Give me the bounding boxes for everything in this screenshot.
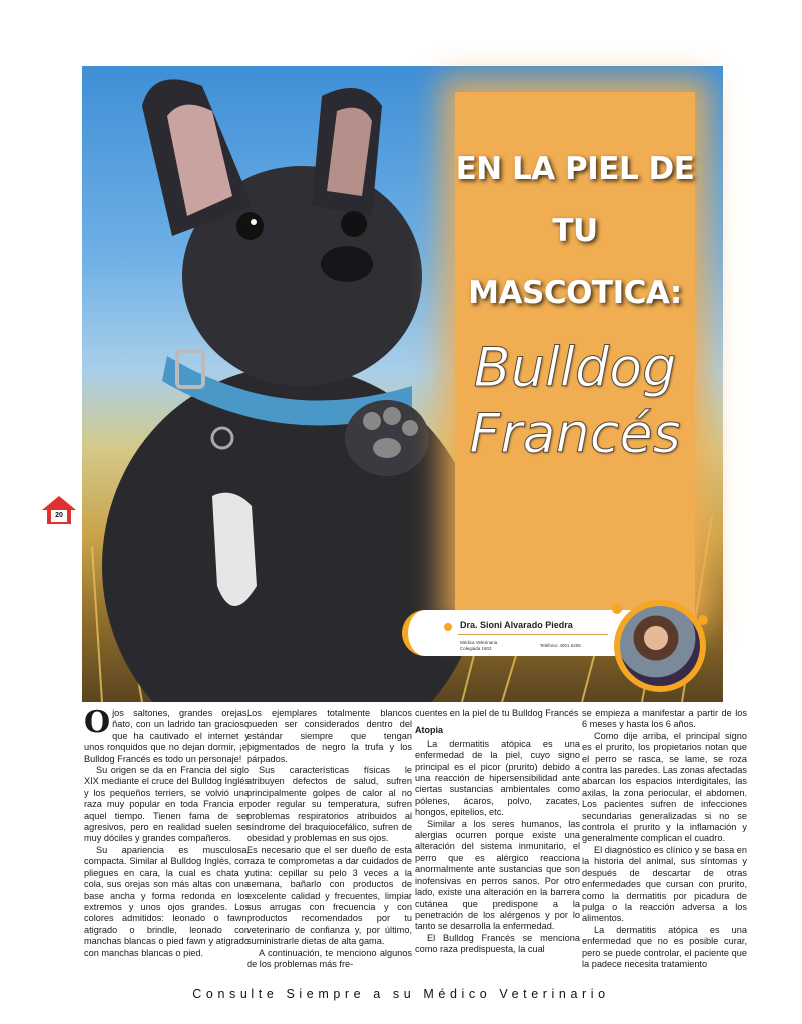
paragraph: Su apariencia es musculosa, compacta. Similar al Bulldog Inglés, con pliegues en cara, la cual es chata y cola, sus orejas son más altas con una base ancha y forma redonda en los extremos y unos ojos grandes. Los colores admitidos: leonado o fawn, atigrado o brindle, leonado con manchas blancas o pied fawn y atigrado con manchas blancas o pied. <box>84 844 249 958</box>
breed-title-line-2: Francés <box>469 402 681 465</box>
column-3 <box>415 708 580 956</box>
decor-dot <box>698 615 708 625</box>
paragraph: se empieza a manifestar a partir de los 6 meses y hasta los 6 años. <box>582 708 747 730</box>
column-2 <box>247 708 412 970</box>
paragraph: Es necesario que el ser dueño de esta raza te comprometas a dar cuidados de rutina: cepillar su pelo 3 veces a la semana, bañarlo con productos de excelente calidad y frecuentes, limpiar sus arrugas con frecuencia y con productos recomendados por tu veterinario de confianza y, por último, suministrarle dietas de alta gama. <box>247 844 412 947</box>
intro-paragraph <box>84 705 249 765</box>
paragraph: La dermatitis atópica es una enfermedad que no es posible curar, pero se puede controlar, el paciente que la padece necesita tratamiento <box>582 924 747 969</box>
drop-cap: O <box>84 705 111 740</box>
headline-line-2: TU MASCOTICA: <box>468 213 682 311</box>
breed-title <box>450 335 700 467</box>
author-bullet <box>444 623 452 631</box>
author-divider <box>458 634 608 635</box>
paragraph: Su origen se da en Francia del siglo XIX mediante el cruce del Bulldog Inglés y los pequeños terriers, se volvió una raza muy popular en toda Francia en aquel tiempo. Tienen fama de ser agresivos, pero en realidad suelen ser muy dóciles y grandes compañeros. <box>84 765 249 844</box>
author-role: Médica Veterinaria <box>460 640 498 645</box>
paragraph: El Bulldog Francés se menciona como raza predispuesta, la cual <box>415 932 580 955</box>
footer-tagline: Consulte Siempre a su Médico Veterinario <box>192 987 610 1001</box>
paragraph: El diagnóstico es clínico y se basa en la historia del animal, sus síntomas y después de descartar de otras enfermedades que cursan con prurito, como la dermatitis por picadura de pulga o la reacción adversa a los alimentos. <box>582 844 747 924</box>
headline-line-1: EN LA PIEL DE <box>455 151 695 187</box>
page-number: 20 <box>55 512 63 519</box>
paragraph-text: jos saltones, grandes orejas, ñato, con un ladrido tan gracioso que ha cautivado el internet y unos ronquidos que no dejan dormir, ¡el Bulldog Francés es todo un personaje! <box>84 708 249 764</box>
author-avatar <box>614 600 706 692</box>
section-heading: Atopia <box>415 725 443 736</box>
page-badge-house-icon <box>40 494 78 526</box>
headline <box>455 138 695 324</box>
paragraph: Los ejemplares totalmente blancos pueden ser considerados dentro del estándar siempre que tengan pigmentados de negro la trufa y los párpados. <box>247 708 412 764</box>
paragraph: La dermatitis atópica es una enfermedad de la piel, cuyo signo principal es el picor (prurito) debido a una reacción de hipersensibilidad ante ciertas sustancias ambientales como pólenes, ácaros, polvo, zacates, hongos, epitelios, etc. <box>415 738 580 818</box>
paragraph: Similar a los seres humanos, las alergias ocurren porque existe una alteración del sistema inmunitario, el perro que es alérgico reacciona anormalmente ante sustancias que son inofensivas en perros sanos. Por otro lado, existe una alteración en la barrera cutánea que predispone a la penetración de los alérgenos y por lo tanto se desarrolla la enfermedad. <box>415 818 580 932</box>
author-phone: Teléfono: 4001 6206 <box>540 643 581 648</box>
paragraph: cuentes en la piel de tu Bulldog Francés <box>415 708 579 718</box>
author-name: Dra. Sioni Alvarado Piedra <box>460 620 573 630</box>
paragraph: Como dije arriba, el principal signo es el prurito, los propietarios notan que el perro se rasca, se lame, se roza contra las paredes. Las zonas afectadas abarcan los espacios interdigitales, las axilas, la zona periocular, el abdomen. Los pacientes sufren de infecciones secundarias generalizadas si no se controla el prurito y la inflamación y generalmente complican el cuadro. <box>582 730 747 844</box>
paragraph: Sus características físicas le atribuyen defectos de salud, sufren principalmente golpes de calor al no poder regular su temperatura, sufren problemas respiratorios atribuidos al síndrome del braquiocefálico, sufren de obesidad y problemas en sus ojos. <box>247 765 412 844</box>
author-license: Colegiada 1903 <box>460 646 492 651</box>
column-1 <box>84 705 249 959</box>
decor-dot <box>612 604 622 614</box>
column-4 <box>582 708 747 970</box>
breed-title-line-1: Bulldog <box>473 336 677 399</box>
paragraph: A continuación, te menciono algunos de los problemas más fre- <box>247 947 412 969</box>
